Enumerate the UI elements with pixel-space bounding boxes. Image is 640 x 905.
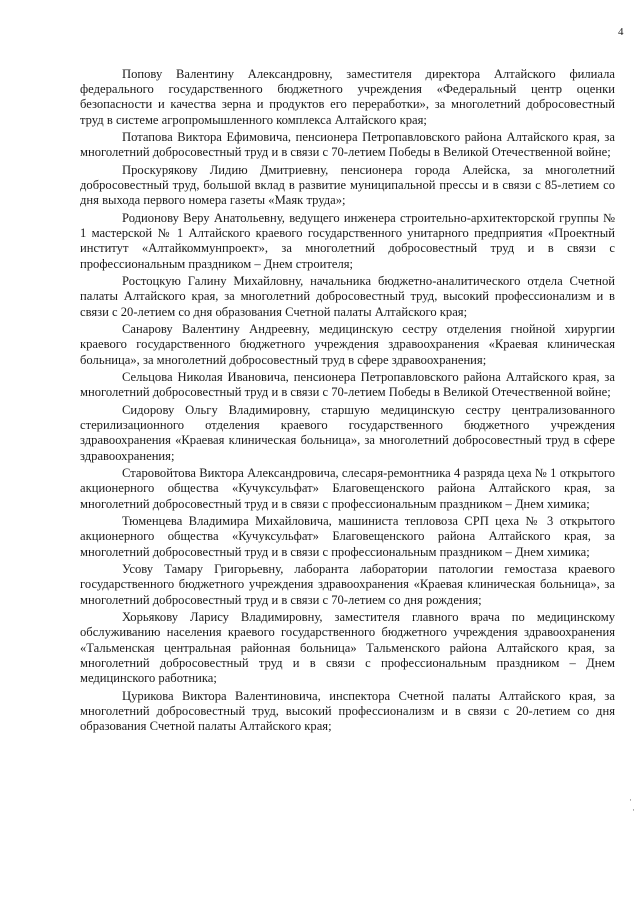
award-list (80, 67, 615, 737)
award-paragraph: Попову Валентину Александровну, заместителя директора Алтайского филиала федерального государственного бюджетного учреждения «Федеральный центр оценки безопасности и качества зерна и продуктов его переработки», за многолетний добросовестный труд в системе агропромышленного комплекса Алтайского края; (80, 67, 615, 127)
award-paragraph: Цурикова Виктора Валентиновича, инспектора Счетной палаты Алтайского края, за многолетний добросовестный труд, высокий профессионализм и в связи с 20-летием со дня образования Счетной палаты Алтайского края; (80, 688, 615, 734)
award-paragraph: Тюменцева Владимира Михайловича, машиниста тепловоза СРП цеха № 3 открытого акционерного общества «Кучуксульфат» Благовещенского района Алтайского края, за многолетний добросовестный труд и в связи с профессиональным праздником – Днем химика; (80, 514, 615, 559)
award-paragraph: Родионову Веру Анатольевну, ведущего инженера строительно-архитекторской группы № 1 мастерской № 1 Алтайского краевого государственного унитарного предприятия «Проектный институт «Алтайкоммунпроект», за многолетний добросовестный труд и в связи с профессиональным праздником – Днем строителя; (80, 211, 615, 271)
award-paragraph: Хорьякову Ларису Владимировну, заместителя главного врача по медицинскому обслуживанию населения краевого государственного бюджетного учреждения здравоохранения «Тальменская центральная районная больница» Тальменского района Алтайского края, за многолетний добросовестный труд и в связи с профессиональным праздником – Днем медицинского работника; (80, 610, 615, 686)
award-paragraph: Сидорову Ольгу Владимировну, старшую медицинскую сестру централизованного стерилизационного отделения краевого государственного бюджетного учреждения здравоохранения «Краевая клиническая больница», за многолетний добросовестный труд в сфере здравоохранения; (80, 403, 615, 463)
scan-mark: · (632, 805, 635, 815)
award-paragraph: Сельцова Николая Ивановича, пенсионера Петропавловского района Алтайского края, за многолетний добросовестный труд и в связи с 70-летием Победы в Великой Отечественной войне; (80, 370, 615, 400)
award-paragraph: Санарову Валентину Андреевну, медицинскую сестру отделения гнойной хирургии краевого государственного бюджетного учреждения здравоохранения «Краевая клиническая больница», за многолетний добросовестный труд в сфере здравоохранения; (80, 322, 615, 367)
page-number: 4 (618, 26, 624, 38)
scan-mark: · (629, 795, 632, 805)
award-paragraph: Проскурякову Лидию Дмитриевну, пенсионера города Алейска, за многолетний добросовестный труд, большой вклад в развитие муниципальной прессы и в связи с 85-летием со дня выхода первого номера газеты «Маяк труда»; (80, 163, 615, 208)
award-paragraph: Потапова Виктора Ефимовича, пенсионера Петропавловского района Алтайского края, за многолетний добросовестный труд и в связи с 70-летием Победы в Великой Отечественной войне; (80, 130, 615, 160)
award-paragraph: Усову Тамару Григорьевну, лаборанта лаборатории патологии гемостаза краевого государственного бюджетного учреждения здравоохранения «Краевая клиническая больница», за многолетний добросовестный труд и в связи с 70-летием со дня рождения; (80, 562, 615, 607)
award-paragraph: Старовойтова Виктора Александровича, слесаря-ремонтника 4 разряда цеха № 1 открытого акционерного общества «Кучуксульфат» Благовещенского района Алтайского края, за многолетний добросовестный труд и в связи с профессиональным праздником – Днем химика; (80, 466, 615, 511)
award-paragraph: Ростоцкую Галину Михайловну, начальника бюджетно-аналитического отдела Счетной палаты Алтайского края, за многолетний добросовестный труд, высокий профессионализм и в связи с 20-летием со дня образования Счетной палаты Алтайского края; (80, 274, 615, 319)
